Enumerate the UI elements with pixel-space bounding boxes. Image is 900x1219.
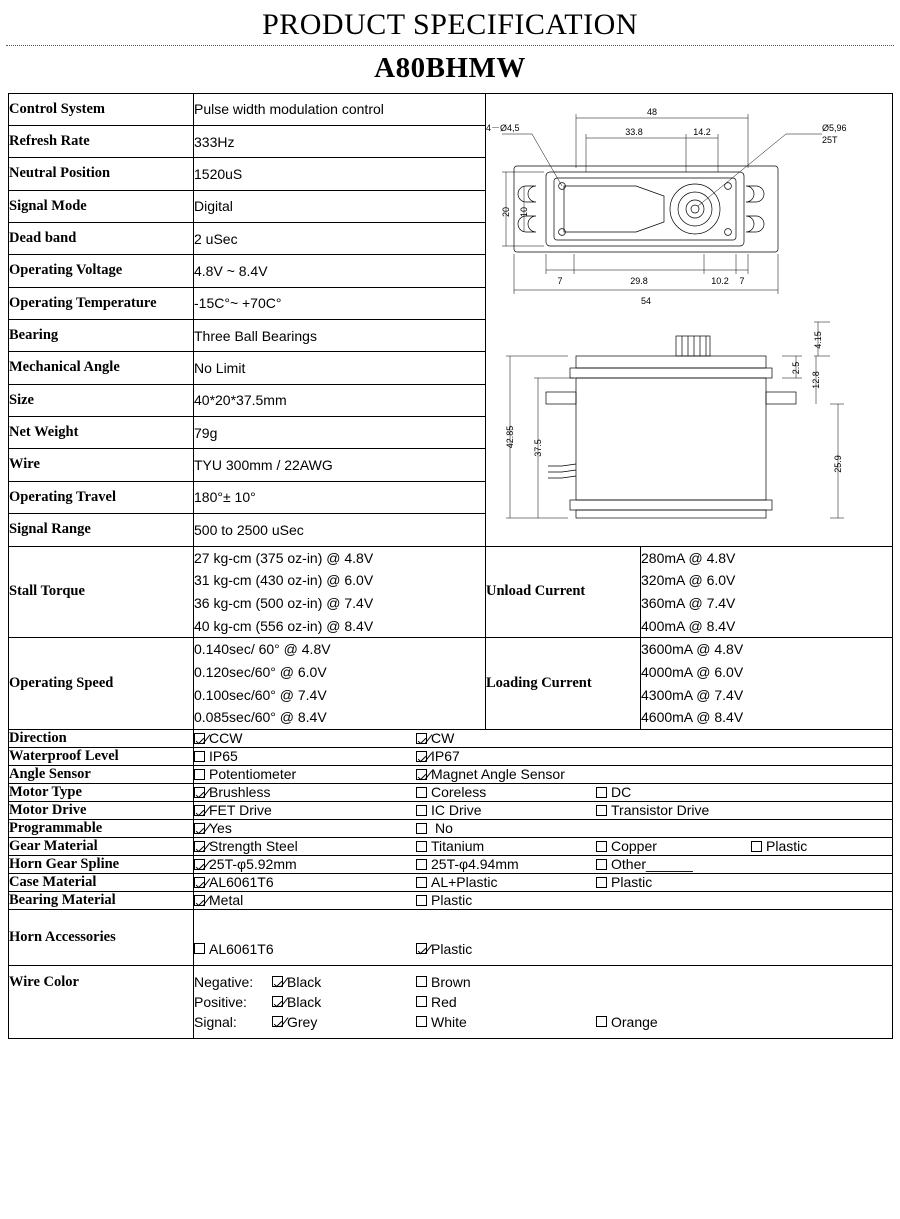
wire-color-values (194, 965, 893, 1038)
checkbox-option[interactable] (194, 730, 416, 746)
checkbox-option[interactable] (596, 874, 652, 890)
table-row-stall-torque (9, 546, 893, 638)
option-values (194, 873, 893, 891)
spec-value: 2 uSec (194, 222, 486, 254)
dim-2-5: 2.5 (791, 361, 801, 374)
table-row-gear-material (9, 837, 893, 855)
spec-label: Control System (9, 93, 194, 125)
spec-value: TYU 300mm / 22AWG (194, 449, 486, 481)
option-values (194, 855, 893, 873)
checkbox-icon[interactable] (416, 769, 427, 780)
option-values (194, 783, 893, 801)
checkbox-icon[interactable] (416, 976, 427, 987)
checkbox-option[interactable] (416, 874, 596, 890)
checkbox-icon[interactable] (194, 859, 205, 870)
checkbox-option[interactable] (416, 784, 596, 800)
unload-current-line: 360mA @ 7.4V (641, 594, 736, 611)
spec-label: Bearing (9, 319, 194, 351)
checkbox-label: Coreless (431, 784, 487, 801)
dim-20: 20 (501, 206, 511, 217)
checkbox-label: Grey (287, 1013, 318, 1030)
stall-torque-values (194, 546, 486, 638)
wire-name: Signal: (194, 1013, 237, 1030)
spec-value: Three Ball Bearings (194, 319, 486, 351)
operating-speed-values (194, 638, 486, 730)
loading-current-line: 3600mA @ 4.8V (641, 641, 744, 658)
unload-current-line: 280mA @ 4.8V (641, 549, 736, 566)
option-values (194, 909, 893, 965)
spec-label: Operating Voltage (9, 255, 194, 287)
checkbox-label: AL6061T6 (209, 940, 274, 957)
wire-name: Positive: (194, 993, 247, 1010)
dim-25-9: 25.9 (833, 454, 843, 473)
checkbox-option[interactable] (194, 941, 416, 957)
checkbox-icon[interactable] (194, 751, 205, 762)
unload-current-line: 320mA @ 6.0V (641, 572, 736, 589)
checkbox-option[interactable] (416, 730, 616, 746)
spec-value: 40*20*37.5mm (194, 384, 486, 416)
dimension-drawings (486, 94, 892, 546)
checkbox-label: IP67 (431, 748, 460, 765)
spec-value: 1520uS (194, 158, 486, 190)
checkbox-label: DC (611, 784, 632, 801)
checkbox-label: Orange (611, 1013, 658, 1030)
dim-37-5: 37.5 (533, 438, 543, 457)
checkbox-option[interactable] (596, 784, 631, 800)
operating-speed-label: Operating Speed (9, 638, 194, 730)
dim-d5-96: Ø5,96 (822, 122, 847, 133)
wire-color-label: Wire Color (9, 965, 194, 1038)
option-values (194, 837, 893, 855)
checkbox-option[interactable] (416, 974, 596, 990)
table-row-wire-color (9, 965, 893, 1038)
checkbox-icon[interactable] (596, 1016, 607, 1027)
checkbox-option[interactable] (194, 766, 416, 782)
checkbox-label: 25T-φ4.94mm (431, 856, 519, 873)
checkbox-option[interactable] (596, 802, 709, 818)
wire-name: Negative: (194, 973, 254, 990)
checkbox-icon[interactable] (416, 841, 427, 852)
checkbox-option[interactable] (194, 748, 416, 764)
checkbox-icon[interactable] (194, 805, 205, 816)
table-row-motor-type (9, 783, 893, 801)
dim-29-8: 29.8 (630, 275, 648, 286)
option-values (194, 891, 893, 909)
checkbox-label: Titanium (431, 838, 485, 855)
checkbox-option[interactable] (272, 994, 416, 1010)
operating-speed-line: 0.140sec/ 60° @ 4.8V (194, 641, 331, 658)
checkbox-icon[interactable] (272, 976, 283, 987)
stall-torque-line: 36 kg-cm (500 oz-in) @ 7.4V (194, 594, 374, 611)
checkbox-option[interactable] (416, 856, 596, 872)
dim-10: 10 (519, 206, 529, 217)
checkbox-label: Copper (611, 838, 657, 855)
checkbox-label: Metal (209, 892, 244, 909)
checkbox-label: CCW (209, 730, 243, 747)
checkbox-option[interactable] (416, 1014, 596, 1030)
dim-10-2: 10.2 (711, 275, 729, 286)
table-row-horn-gear-spline (9, 855, 893, 873)
spec-value: Pulse width modulation control (194, 93, 486, 125)
dim-4-d4-5: 4－Ø4,5 (486, 122, 520, 133)
spec-value: 333Hz (194, 125, 486, 157)
unload-current-values (641, 546, 893, 638)
checkbox-option[interactable] (272, 974, 416, 990)
table-row-angle-sensor (9, 765, 893, 783)
table-row-operating-speed (9, 638, 893, 730)
spec-label: Operating Temperature (9, 287, 194, 319)
checkbox-option[interactable] (596, 1014, 658, 1030)
table-row-direction (9, 729, 893, 747)
stall-torque-line: 40 kg-cm (556 oz-in) @ 8.4V (194, 617, 374, 634)
dim-48: 48 (646, 106, 658, 117)
checkbox-option[interactable] (416, 892, 472, 908)
spec-label: Mechanical Angle (9, 352, 194, 384)
checkbox-icon[interactable] (416, 751, 427, 762)
checkbox-label: Black (287, 973, 322, 990)
checkbox-option[interactable] (596, 856, 693, 872)
option-values (194, 765, 893, 783)
checkbox-option[interactable] (416, 802, 596, 818)
spec-value: Digital (194, 190, 486, 222)
checkbox-option[interactable] (272, 1014, 416, 1030)
checkbox-label: White (431, 1013, 467, 1030)
checkbox-label: AL+Plastic (431, 874, 498, 891)
spec-value: 79g (194, 416, 486, 448)
dim-7-left: 7 (557, 275, 563, 286)
checkbox-option[interactable] (416, 748, 616, 764)
checkbox-icon[interactable] (194, 943, 205, 954)
checkbox-label: Yes (209, 820, 232, 837)
checkbox-label: No (435, 820, 453, 837)
table-row (9, 93, 893, 125)
checkbox-option[interactable] (194, 820, 416, 836)
checkbox-icon[interactable] (194, 823, 205, 834)
wire-row (194, 992, 892, 1012)
checkbox-icon[interactable] (416, 943, 427, 954)
checkbox-label: Black (287, 993, 322, 1010)
option-values (194, 801, 893, 819)
option-values (194, 819, 893, 837)
checkbox-option[interactable] (416, 994, 596, 1010)
stall-torque-line: 31 kg-cm (430 oz-in) @ 6.0V (194, 572, 374, 589)
option-label: Waterproof Level (9, 747, 194, 765)
checkbox-icon[interactable] (416, 1016, 427, 1027)
checkbox-option[interactable] (596, 838, 751, 854)
checkbox-label: Red (431, 993, 457, 1010)
checkbox-option[interactable] (194, 838, 416, 854)
spec-value: 4.8V ~ 8.4V (194, 255, 486, 287)
loading-current-line: 4300mA @ 7.4V (641, 686, 744, 703)
loading-current-label: Loading Current (486, 638, 641, 730)
spec-value: 500 to 2500 uSec (194, 513, 486, 546)
checkbox-label: Brushless (209, 784, 271, 801)
checkbox-option[interactable] (194, 892, 416, 908)
spec-label: Refresh Rate (9, 125, 194, 157)
loading-current-line: 4600mA @ 8.4V (641, 709, 744, 726)
option-label: Direction (9, 729, 194, 747)
model-name: A80BHMW (374, 51, 526, 84)
dim-7-right: 7 (739, 275, 745, 286)
checkbox-label: CW (431, 730, 455, 747)
wire-row (194, 972, 892, 992)
checkbox-icon[interactable] (751, 841, 762, 852)
loading-current-line: 4000mA @ 6.0V (641, 663, 744, 680)
table-row-case-material (9, 873, 893, 891)
checkbox-icon[interactable] (416, 996, 427, 1007)
checkbox-label: AL6061T6 (209, 874, 274, 891)
operating-speed-line: 0.085sec/60° @ 8.4V (194, 709, 327, 726)
unload-current-line: 400mA @ 8.4V (641, 617, 736, 634)
dim-12-8: 12.8 (811, 370, 821, 389)
option-label: Bearing Material (9, 891, 194, 909)
option-label: Motor Type (9, 783, 194, 801)
page-title: PRODUCT SPECIFICATION (262, 8, 638, 41)
option-label: Horn Accessories (9, 909, 194, 965)
checkbox-label: IP65 (209, 748, 238, 765)
dim-14-2: 14.2 (693, 126, 711, 137)
option-label: Horn Gear Spline (9, 855, 194, 873)
stall-torque-label: Stall Torque (9, 546, 194, 638)
dim-42-85: 42.85 (505, 425, 515, 448)
dim-54: 54 (640, 295, 652, 306)
product-drawings (486, 93, 893, 546)
operating-speed-line: 0.120sec/60° @ 6.0V (194, 663, 327, 680)
spec-label: Signal Mode (9, 190, 194, 222)
table-row-waterproof (9, 747, 893, 765)
checkbox-icon[interactable] (194, 733, 205, 744)
checkbox-icon[interactable] (416, 823, 427, 834)
dim-4-15: 4.15 (813, 330, 823, 349)
table-row-horn-accessories (9, 909, 893, 965)
checkbox-option[interactable] (416, 820, 616, 836)
loading-current-values (641, 638, 893, 730)
checkbox-icon[interactable] (416, 859, 427, 870)
checkbox-icon[interactable] (194, 841, 205, 852)
checkbox-label: Potentiometer (209, 766, 297, 783)
checkbox-icon[interactable] (194, 787, 205, 798)
checkbox-icon[interactable] (416, 787, 427, 798)
checkbox-label: Brown (431, 973, 471, 990)
checkbox-icon[interactable] (194, 769, 205, 780)
checkbox-icon[interactable] (272, 996, 283, 1007)
checkbox-icon[interactable] (416, 733, 427, 744)
dim-33-8: 33.8 (625, 126, 643, 137)
spec-value: 180°± 10° (194, 481, 486, 513)
table-row-programmable (9, 819, 893, 837)
dim-25t: 25T (822, 134, 838, 145)
checkbox-option[interactable] (751, 838, 807, 854)
stall-torque-line: 27 kg-cm (375 oz-in) @ 4.8V (194, 549, 374, 566)
spec-label: Net Weight (9, 416, 194, 448)
checkbox-label: Transistor Drive (611, 802, 710, 819)
checkbox-label: Strength Steel (209, 838, 298, 855)
checkbox-icon[interactable] (596, 841, 607, 852)
checkbox-icon[interactable] (416, 805, 427, 816)
specification-table (8, 93, 893, 1039)
spec-label: Signal Range (9, 513, 194, 546)
option-label: Motor Drive (9, 801, 194, 819)
table-row-bearing-material (9, 891, 893, 909)
checkbox-option[interactable] (194, 784, 416, 800)
checkbox-label: IC Drive (431, 802, 482, 819)
checkbox-option[interactable] (416, 766, 616, 782)
checkbox-option[interactable] (194, 802, 416, 818)
spec-label: Dead band (9, 222, 194, 254)
option-label: Programmable (9, 819, 194, 837)
checkbox-label: Magnet Angle Sensor (431, 766, 565, 783)
checkbox-label: Plastic (431, 892, 473, 909)
checkbox-option[interactable] (416, 838, 596, 854)
table-row-motor-drive (9, 801, 893, 819)
checkbox-label: FET Drive (209, 802, 272, 819)
checkbox-label: Plastic (611, 874, 653, 891)
option-values (194, 747, 893, 765)
spec-label: Size (9, 384, 194, 416)
spec-label: Neutral Position (9, 158, 194, 190)
option-label: Angle Sensor (9, 765, 194, 783)
checkbox-icon[interactable] (596, 787, 607, 798)
unload-current-label: Unload Current (486, 546, 641, 638)
spec-value: -15C°~ +70C° (194, 287, 486, 319)
checkbox-icon[interactable] (416, 877, 427, 888)
option-label: Case Material (9, 873, 194, 891)
option-label: Gear Material (9, 837, 194, 855)
checkbox-label: Other______ (611, 856, 693, 873)
checkbox-icon[interactable] (416, 895, 427, 906)
operating-speed-line: 0.100sec/60° @ 7.4V (194, 686, 327, 703)
spec-label: Operating Travel (9, 481, 194, 513)
checkbox-icon[interactable] (596, 805, 607, 816)
checkbox-label: Plastic (431, 940, 473, 957)
checkbox-label: 25T-φ5.92mm (209, 856, 297, 873)
wire-row (194, 1012, 892, 1032)
checkbox-icon[interactable] (272, 1016, 283, 1027)
checkbox-option[interactable] (416, 941, 472, 957)
checkbox-label: Plastic (766, 838, 808, 855)
checkbox-option[interactable] (194, 856, 416, 872)
spec-label: Wire (9, 449, 194, 481)
checkbox-icon[interactable] (194, 877, 205, 888)
checkbox-option[interactable] (194, 874, 416, 890)
option-values (194, 729, 893, 747)
spec-value: No Limit (194, 352, 486, 384)
checkbox-icon[interactable] (596, 877, 607, 888)
checkbox-icon[interactable] (596, 859, 607, 870)
checkbox-icon[interactable] (194, 895, 205, 906)
